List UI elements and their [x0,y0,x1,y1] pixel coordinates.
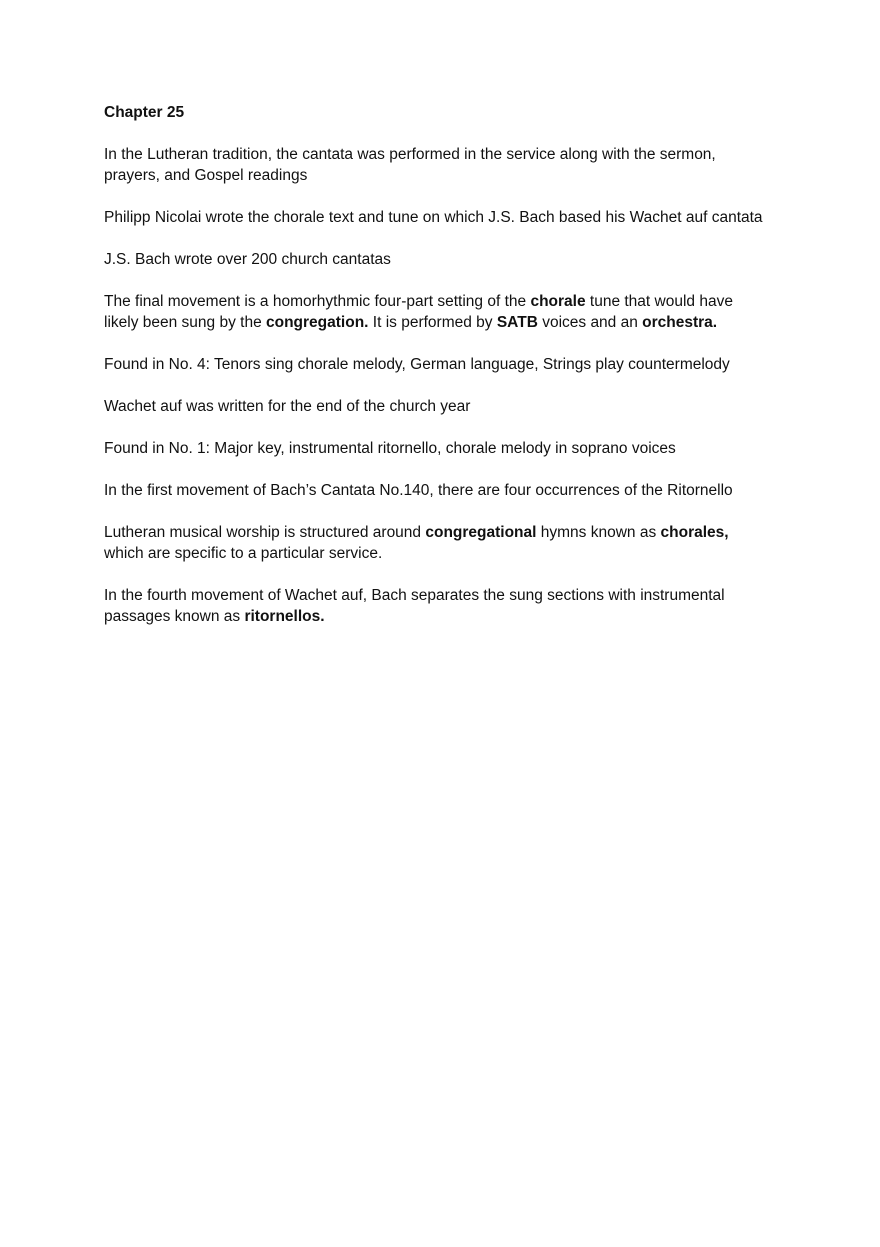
paragraph-no4: Found in No. 4: Tenors sing chorale melody, German language, Strings play countermelody [104,356,730,373]
paragraph-church-year: Wachet auf was written for the end of the church year [104,398,471,415]
bold-term-ritornellos: ritornellos. [244,608,325,625]
paragraph-philipp-nicolai: Philipp Nicolai wrote the chorale text and tune on which J.S. Bach based his Wachet auf cantata [104,209,763,226]
paragraph-lutheran-tradition [104,144,804,186]
text-run: likely been sung by the [104,314,266,331]
bold-term-orchestra: orchestra. [642,314,718,331]
paragraph-final-movement [104,291,804,333]
document-body [104,102,804,648]
text-run: which are specific to a particular service. [104,545,383,562]
text-run: It is performed by [368,314,497,331]
bold-term-chorales: chorales, [660,524,729,541]
bold-term-congregation: congregation. [266,314,369,331]
paragraph-ritornello-occurrences: In the first movement of Bach’s Cantata No.140, there are four occurrences of the Ritornello [104,482,733,499]
bold-term-congregational: congregational [425,524,537,541]
paragraph-fourth-movement [104,585,804,627]
text-run: passages known as [104,608,245,625]
text-run: tune that would have [585,293,733,310]
paragraph-line: In the Lutheran tradition, the cantata was performed in the service along with the sermon, [104,146,716,163]
paragraph-lutheran-worship [104,522,804,564]
paragraph-no1: Found in No. 1: Major key, instrumental ritornello, chorale melody in soprano voices [104,440,676,457]
paragraph-bach-cantatas: J.S. Bach wrote over 200 church cantatas [104,251,391,268]
text-run: The final movement is a homorhythmic four-part setting of the [104,293,531,310]
text-run: hymns known as [536,524,661,541]
text-run: Lutheran musical worship is structured around [104,524,426,541]
chapter-heading: Chapter 25 [104,104,185,121]
bold-term-satb: SATB [496,314,538,331]
paragraph-line: prayers, and Gospel readings [104,167,308,184]
text-run: In the fourth movement of Wachet auf, Bach separates the sung sections with instrumental [104,587,725,604]
bold-term-chorale: chorale [530,293,586,310]
text-run: voices and an [537,314,643,331]
